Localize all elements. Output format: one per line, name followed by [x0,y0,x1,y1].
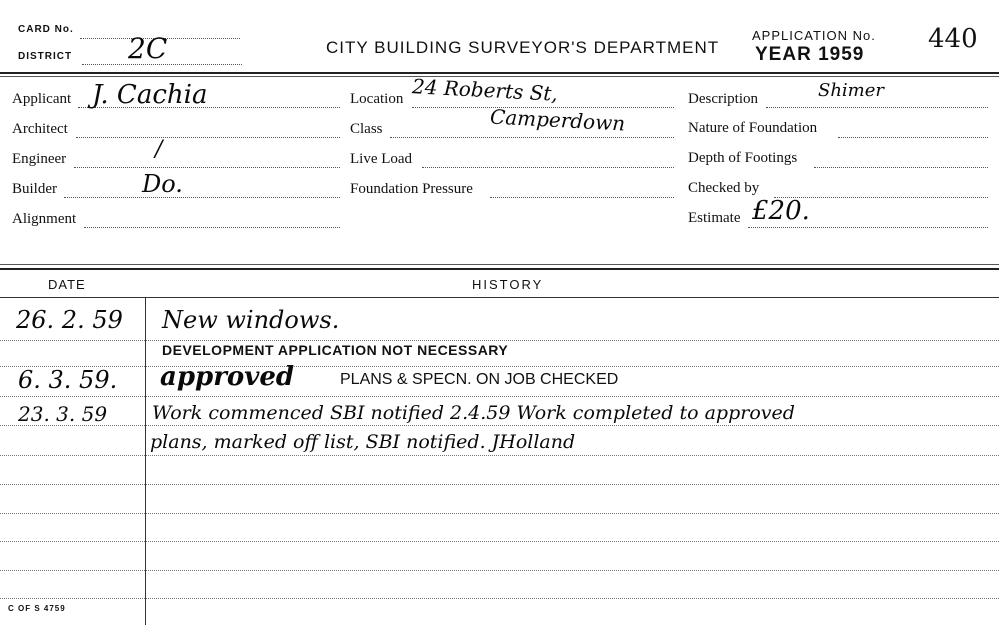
live-load-label: Live Load [350,151,413,167]
location-value-2: Camperdown [489,104,626,136]
engineer-line [74,167,340,168]
ruled-line [0,484,999,485]
class-line [390,137,674,138]
ruled-line [0,396,999,397]
date-header: DATE [48,277,86,292]
nature-of-foundation-label: Nature of Foundation [688,120,818,136]
estimate-value: £20. [752,196,810,226]
description-value: Shimer [818,80,885,101]
ruled-line [0,366,999,367]
header-rule [0,72,999,74]
builder-label: Builder [12,181,57,197]
architect-label: Architect [12,121,68,137]
ruled-line [0,340,999,341]
description-line [766,107,988,108]
alignment-line [84,227,340,228]
district-label: DISTRICT [18,51,73,62]
history-date: 26. 2. 59 [16,306,123,334]
district-value: 2C [128,32,168,65]
nature-of-foundation-line [838,137,988,138]
ruled-line [0,425,999,426]
estimate-label: Estimate [688,210,741,226]
applicant-value: J. Cachia [92,80,208,110]
card-no-label: CARD No. [18,24,74,35]
ruled-line [0,513,999,514]
history-header-rule [0,297,999,298]
form-number: C OF S 4759 [8,604,66,613]
ruled-line [0,570,999,571]
engineer-label: Engineer [12,151,67,167]
year-label: YEAR 1959 [755,44,865,65]
history-rule [0,268,999,270]
history-date: 23. 3. 59 [18,402,108,426]
location-value-1: 24 Roberts St, [411,74,559,106]
history-header: HISTORY [472,277,544,292]
application-number: 440 [928,24,978,54]
description-label: Description [688,91,758,107]
class-label: Class [350,121,383,137]
checked-by-label: Checked by [688,180,760,196]
architect-line [76,137,340,138]
ruled-line [0,455,999,456]
applicant-label: Applicant [12,91,72,107]
alignment-label: Alignment [12,211,77,227]
history-date: 6. 3. 59. [18,366,118,394]
estimate-line [748,227,988,228]
department-title: CITY BUILDING SURVEYOR'S DEPARTMENT [326,38,720,57]
engineer-value: / [155,137,163,162]
builder-line [64,197,340,198]
foundation-pressure-line [490,197,674,198]
header-rule-thin [0,76,999,77]
depth-of-footings-label: Depth of Footings [688,150,798,166]
history-text: approved [160,362,295,392]
foundation-pressure-label: Foundation Pressure [350,181,473,197]
ruled-line [0,598,999,599]
history-text: New windows. [162,306,340,334]
location-label: Location [350,91,404,107]
ruled-line [0,541,999,542]
history-stamp: PLANS & SPECN. ON JOB CHECKED [340,371,619,388]
history-text: Work commenced SBI notified 2.4.59 Work completed to approved [152,402,795,424]
live-load-line [422,167,674,168]
history-stamp: DEVELOPMENT APPLICATION NOT NECESSARY [162,342,509,358]
application-label: APPLICATION No. [752,28,876,43]
history-text: plans, marked off list, SBI notified. JHolland [150,431,576,453]
depth-of-footings-line [814,167,988,168]
date-column-divider [145,297,146,625]
builder-value: Do. [142,170,183,198]
history-rule-thin [0,264,999,265]
